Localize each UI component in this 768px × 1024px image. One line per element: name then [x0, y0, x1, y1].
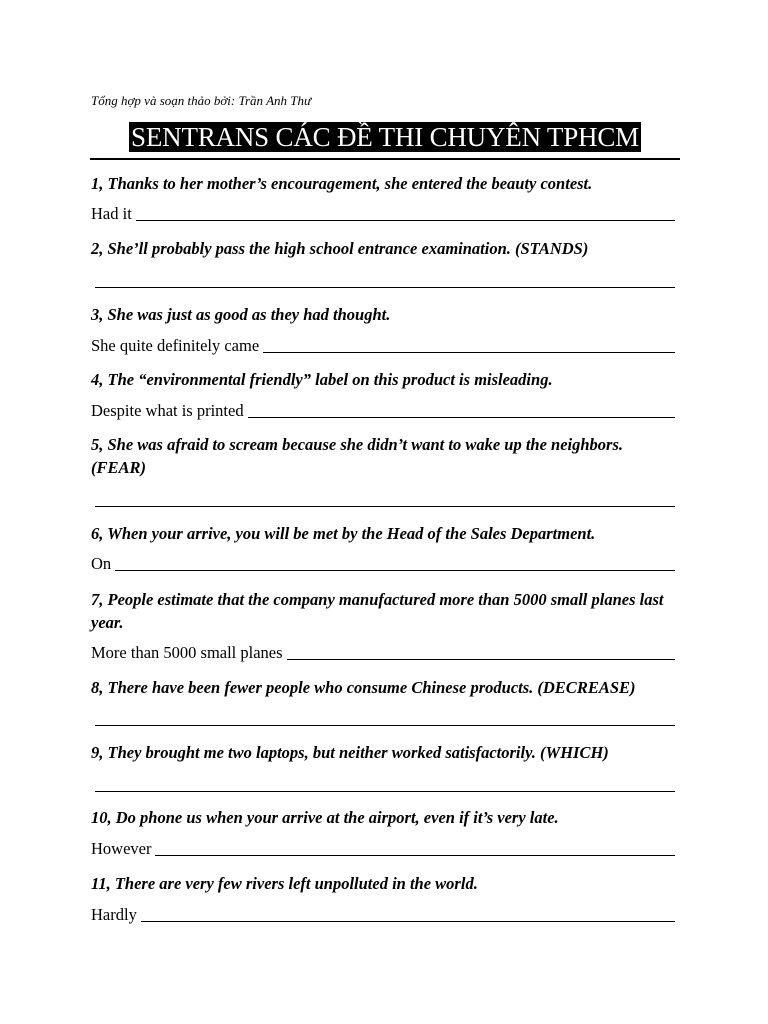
answer-line-6[interactable] [91, 553, 675, 575]
question-prompt-10: 10, Do phone us when your arrive at the airport, even if it’s very late. [91, 808, 559, 827]
blank-line-6 [115, 570, 675, 571]
author-credit: Tổng hợp và soạn thảo bởi: Trần Anh Thư [91, 93, 312, 108]
blank-line-5 [95, 506, 675, 507]
answer-start-6: On [91, 554, 112, 573]
blank-line-4 [248, 417, 675, 418]
question-prompt-7: 7, People estimate that the company manufactured more than 5000 small planes last year. [91, 590, 664, 632]
blank-line-11 [141, 921, 675, 922]
answer-line-2[interactable] [91, 270, 675, 292]
question-prompt-9: 9, They brought me two laptops, but neither worked satisfactorily. (WHICH) [91, 743, 609, 762]
question-prompt-3: 3, She was just as good as they had thought. [91, 305, 391, 324]
answer-line-10[interactable] [91, 838, 675, 860]
question-prompt-8: 8, There have been fewer people who consume Chinese products. (DECREASE) [91, 678, 636, 697]
question-prompt-6: 6, When your arrive, you will be met by the Head of the Sales Department. [91, 524, 596, 543]
answer-line-9[interactable] [91, 774, 675, 796]
question-prompt-11: 11, There are very few rivers left unpolluted in the world. [91, 874, 478, 893]
answer-line-7[interactable] [91, 642, 675, 664]
answer-line-11[interactable] [91, 904, 675, 926]
answer-line-8[interactable] [91, 708, 675, 730]
blank-line-9 [95, 791, 675, 792]
blank-line-10 [155, 855, 675, 856]
blank-line-1 [136, 220, 675, 221]
answer-line-3[interactable] [91, 335, 675, 357]
answer-start-10: However [91, 839, 152, 858]
answer-start-3: She quite definitely came [91, 336, 260, 355]
question-prompt-5: 5, She was afraid to scream because she didn’t want to wake up the neighbors. (FEAR) [91, 435, 624, 477]
blank-line-7 [287, 659, 675, 660]
page-title: SENTRANS CÁC ĐỀ THI CHUYÊN TPHCM [131, 122, 639, 152]
answer-line-4[interactable] [91, 400, 675, 422]
answer-start-4: Despite what is printed [91, 401, 244, 420]
answer-line-5[interactable] [91, 489, 675, 511]
blank-line-3 [263, 352, 675, 353]
answer-line-1[interactable] [91, 203, 675, 225]
answer-start-7: More than 5000 small planes [91, 643, 283, 662]
answer-start-1: Had it [91, 204, 132, 223]
blank-line-8 [95, 725, 675, 726]
question-prompt-4: 4, The “environmental friendly” label on this product is misleading. [91, 370, 553, 389]
question-prompt-2: 2, She’ll probably pass the high school entrance examination. (STANDS) [91, 239, 589, 258]
title-underline [90, 158, 680, 160]
question-prompt-1: 1, Thanks to her mother’s encouragement, she entered the beauty contest. [91, 174, 593, 193]
blank-line-2 [95, 287, 675, 288]
answer-start-11: Hardly [91, 905, 137, 924]
title-block [90, 122, 680, 152]
